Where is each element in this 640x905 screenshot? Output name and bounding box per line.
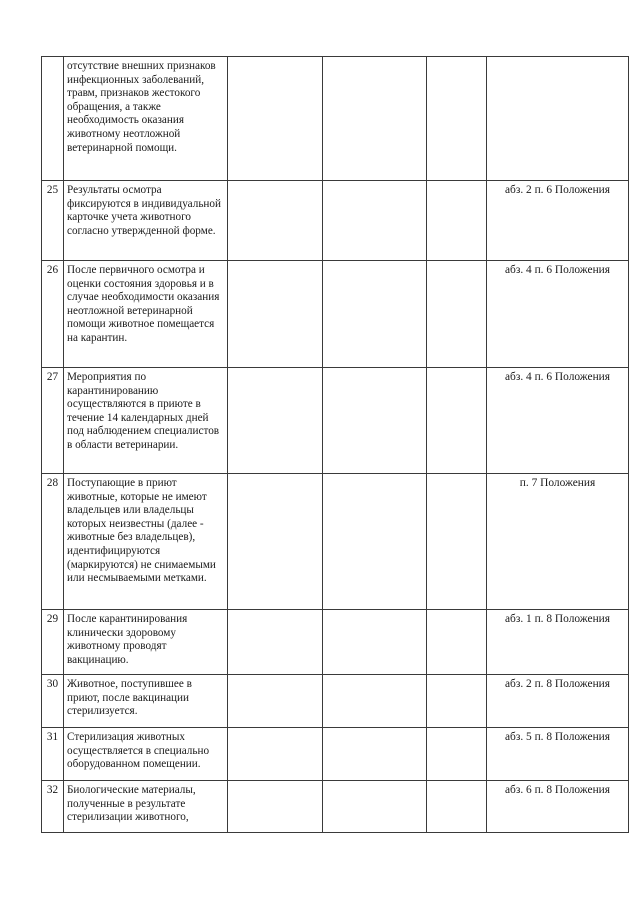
legal-reference: абз. 1 п. 8 Положения: [487, 610, 629, 675]
answer-na-cell: [427, 57, 487, 181]
answer-yes-cell: [228, 781, 323, 833]
row-number: 25: [42, 181, 64, 261]
row-number: 32: [42, 781, 64, 833]
legal-reference: абз. 2 п. 8 Положения: [487, 675, 629, 728]
requirement-text: Мероприятия по карантинированию осуществляются в приюте в течение 14 календарных дней под наблюдением специалистов в области ветеринарии.: [64, 368, 228, 474]
answer-yes-cell: [228, 57, 323, 181]
row-number: 30: [42, 675, 64, 728]
requirement-text: Поступающие в приют животные, которые не имеют владельцев или владельцы которых неизвестны (далее - животные без владельцев), идентифицируются (маркируются) не снимаемыми или несмываемыми метками.: [64, 474, 228, 610]
answer-na-cell: [427, 181, 487, 261]
checklist-table: [41, 56, 629, 833]
answer-na-cell: [427, 368, 487, 474]
table-row: [42, 181, 629, 261]
answer-yes-cell: [228, 261, 323, 368]
row-number: 28: [42, 474, 64, 610]
row-number: 26: [42, 261, 64, 368]
answer-na-cell: [427, 261, 487, 368]
table-row: [42, 474, 629, 610]
legal-reference: п. 7 Положения: [487, 474, 629, 610]
answer-no-cell: [323, 474, 427, 610]
answer-no-cell: [323, 728, 427, 781]
requirement-text: После первичного осмотра и оценки состояния здоровья и в случае необходимости оказания неотложной ветеринарной помощи животное помещается на карантин.: [64, 261, 228, 368]
answer-na-cell: [427, 610, 487, 675]
table-row: [42, 781, 629, 833]
answer-no-cell: [323, 781, 427, 833]
table-row: [42, 728, 629, 781]
answer-yes-cell: [228, 728, 323, 781]
table-row: [42, 57, 629, 181]
legal-reference: абз. 5 п. 8 Положения: [487, 728, 629, 781]
answer-na-cell: [427, 474, 487, 610]
answer-yes-cell: [228, 368, 323, 474]
answer-no-cell: [323, 368, 427, 474]
row-number: 27: [42, 368, 64, 474]
answer-no-cell: [323, 181, 427, 261]
table-row: [42, 368, 629, 474]
row-number: 29: [42, 610, 64, 675]
answer-no-cell: [323, 57, 427, 181]
table-row: [42, 261, 629, 368]
requirement-text: Стерилизация животных осуществляется в специально оборудованном помещении.: [64, 728, 228, 781]
requirement-text: Результаты осмотра фиксируются в индивидуальной карточке учета животного согласно утвержденной форме.: [64, 181, 228, 261]
answer-yes-cell: [228, 675, 323, 728]
answer-no-cell: [323, 261, 427, 368]
answer-no-cell: [323, 610, 427, 675]
requirement-text: Биологические материалы, полученные в результате стерилизации животного,: [64, 781, 228, 833]
legal-reference: абз. 2 п. 6 Положения: [487, 181, 629, 261]
legal-reference: абз. 4 п. 6 Положения: [487, 368, 629, 474]
answer-na-cell: [427, 781, 487, 833]
legal-reference: абз. 4 п. 6 Положения: [487, 261, 629, 368]
row-number: [42, 57, 64, 181]
answer-no-cell: [323, 675, 427, 728]
answer-yes-cell: [228, 474, 323, 610]
requirement-text: отсутствие внешних признаков инфекционных заболеваний, травм, признаков жестокого обращения, а также необходимость оказания животному неотложной ветеринарной помощи.: [64, 57, 228, 181]
answer-yes-cell: [228, 181, 323, 261]
requirement-text: После карантинирования клинически здоровому животному проводят вакцинацию.: [64, 610, 228, 675]
table-row: [42, 610, 629, 675]
answer-na-cell: [427, 675, 487, 728]
answer-na-cell: [427, 728, 487, 781]
table-row: [42, 675, 629, 728]
answer-yes-cell: [228, 610, 323, 675]
legal-reference: абз. 6 п. 8 Положения: [487, 781, 629, 833]
legal-reference: [487, 57, 629, 181]
requirement-text: Животное, поступившее в приют, после вакцинации стерилизуется.: [64, 675, 228, 728]
row-number: 31: [42, 728, 64, 781]
